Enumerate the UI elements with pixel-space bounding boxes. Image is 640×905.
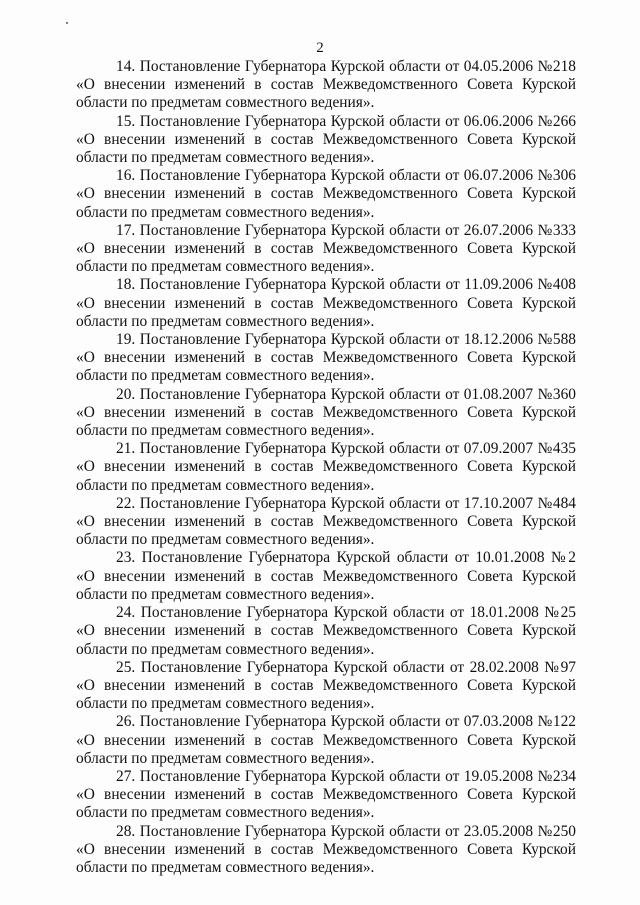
- list-item: 14. Постановление Губернатора Курской области от 04.05.2006 №218 «О внесении изменений в состав Межведомственного Совета Курской области по предметам совместного ведения».: [76, 58, 576, 112]
- list-item: 28. Постановление Губернатора Курской области от 23.05.2008 №250 «О внесении изменений в состав Межведомственного Совета Курской области по предметам совместного ведения».: [76, 822, 576, 876]
- list-item: 21. Постановление Губернатора Курской области от 07.09.2007 №435 «О внесении изменений в состав Межведомственного Совета Курской области по предметам совместного ведения».: [76, 440, 576, 494]
- list-item: 19. Постановление Губернатора Курской области от 18.12.2006 №588 «О внесении изменений в состав Межведомственного Совета Курской области по предметам совместного ведения».: [76, 331, 576, 385]
- list-item: 18. Постановление Губернатора Курской области от 11.09.2006 №408 «О внесении изменений в состав Межведомственного Совета Курской области по предметам совместного ведения».: [76, 276, 576, 330]
- list-item: 23. Постановление Губернатора Курской области от 10.01.2008 №2 «О внесении изменений в состав Межведомственного Совета Курской области по предметам совместного ведения».: [76, 549, 576, 603]
- list-item: 17. Постановление Губернатора Курской области от 26.07.2006 №333 «О внесении изменений в состав Межведомственного Совета Курской области по предметам совместного ведения».: [76, 221, 576, 276]
- scan-speck: [66, 22, 68, 24]
- list-item: 24. Постановление Губернатора Курской области от 18.01.2008 №25 «О внесении изменений в состав Межведомственного Совета Курской области по предметам совместного ведения».: [76, 604, 576, 658]
- list-item: 16. Постановление Губернатора Курской области от 06.07.2006 №306 «О внесении изменений в состав Межведомственного Совета Курской области по предметам совместного ведения».: [76, 167, 576, 221]
- page-number: 2: [316, 40, 324, 56]
- list-item: 25. Постановление Губернатора Курской области от 28.02.2008 №97 «О внесении изменений в состав Межведомственного Совета Курской области по предметам совместного ведения».: [76, 658, 576, 713]
- document-body: [76, 58, 576, 877]
- list-item: 26. Постановление Губернатора Курской области от 07.03.2008 №122 «О внесении изменений в состав Межведомственного Совета Курской области по предметам совместного ведения».: [76, 713, 576, 767]
- list-item: 20. Постановление Губернатора Курской области от 01.08.2007 №360 «О внесении изменений в состав Межведомственного Совета Курской области по предметам совместного ведения».: [76, 385, 576, 440]
- list-item: 22. Постановление Губернатора Курской области от 17.10.2007 №484 «О внесении изменений в состав Межведомственного Совета Курской области по предметам совместного ведения».: [76, 494, 576, 549]
- list-item: 15. Постановление Губернатора Курской области от 06.06.2006 №266 «О внесении изменений в состав Межведомственного Совета Курской области по предметам совместного ведения».: [76, 112, 576, 167]
- list-item: 27. Постановление Губернатора Курской области от 19.05.2008 №234 «О внесении изменений в состав Межведомственного Совета Курской области по предметам совместного ведения».: [76, 767, 576, 822]
